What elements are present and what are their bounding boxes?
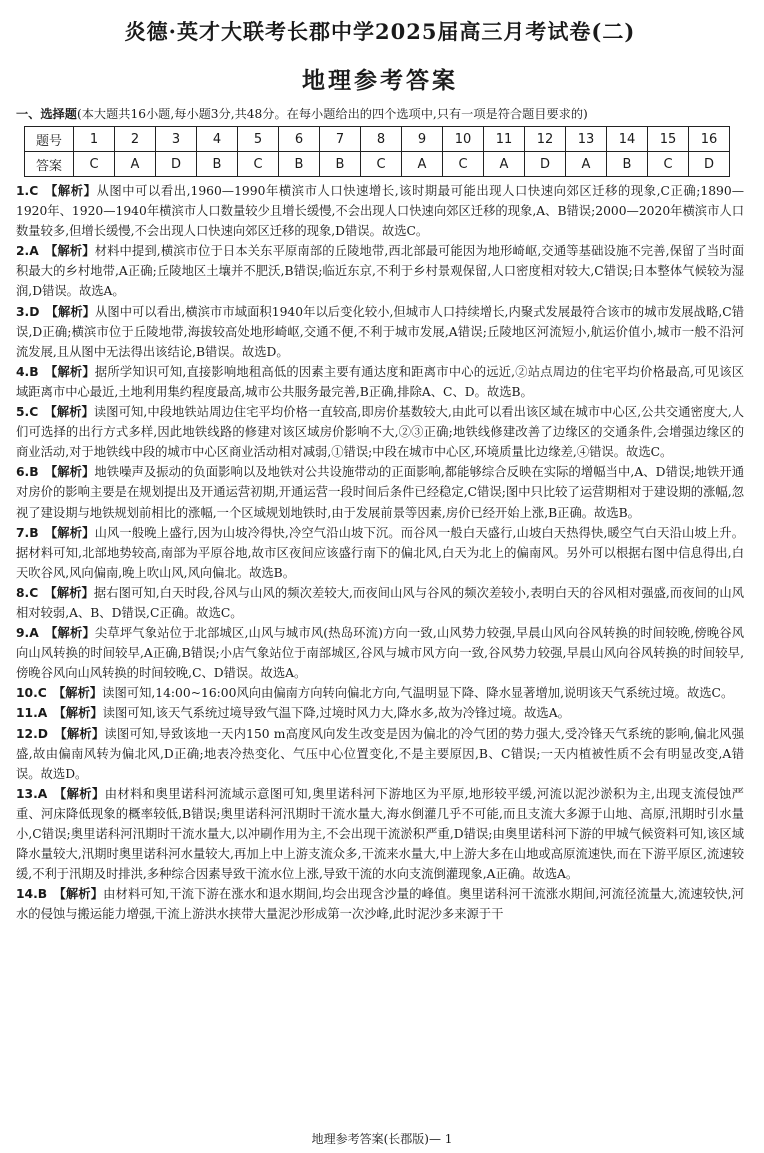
analysis-tag: 【解析】: [44, 464, 95, 480]
question-number-cell: 16: [689, 127, 730, 152]
item-number: 3.D: [16, 304, 40, 319]
item-text: 山风一般晚上盛行,因为山坡冷得快,冷空气沿山坡下沉。而谷风一般白天盛行,山坡白天热得快,暖空气白天沿山坡上升。据材料可知,北部地势较高,南部为平原谷地,故市区夜间应该盛行南下的偏北风,白天为北上的偏南风。另外可以根据右图中信息得出,白天吹谷风,风向偏南,晚上吹山风,风向偏北。故选B。: [16, 525, 744, 580]
page-footer: 地理参考答案(长郡版)— 1: [311, 1132, 453, 1146]
analysis-item: [16, 402, 744, 462]
analysis-list: [16, 181, 744, 924]
question-number-cell: 10: [443, 127, 484, 152]
answer-cell: B: [320, 152, 361, 177]
item-text: 地铁噪声及振动的负面影响以及地铁对公共设施带动的正面影响,都能够综合反映在实际的增幅当中,A、D错误;地铁开通对房价的影响主要是在规划提出及开通运营初期,开通运营一段时间后条件已经稳定,C错误;图中只比较了运营期相对于建设期的涨幅,忽视了建设期与地铁规划前相比的涨幅,一个区域规划地铁时,由于发展前景等因素,房价已经开始上涨,B正确。故选B。: [16, 465, 744, 520]
answer-cell: B: [607, 152, 648, 177]
question-number-cell: 12: [525, 127, 566, 152]
question-number-cell: 8: [361, 127, 402, 152]
item-text: 读图可知,14:00~16:00风向由偏南方向转向偏北方向,气温明显下降、降水显著增加,说明该天气系统过境。故选C。: [102, 686, 734, 701]
item-text: 由材料和奥里诺科河流域示意图可知,奥里诺科河下游地区为平原,地形较平缓,河流以泥沙淤积为主,出现支流侵蚀严重、河床降低现象的概率较低,B错误;奥里诺科河汛期时干流水量大,海水倒灌几乎不可能,而且支流大多源于山地、高原,汛期时引水量小,C错误;奥里诺科河汛期时干流水量大,以冲刷作用为主,不会出现干流淤积严重,D错误;由奥里诺科河下游的甲城气候资料可知,该区域降水量较大,汛期时奥里诺科河水量较大,再加上中上游支流众多,干流来水量大,中上游大多在山地或高原流速快,而在下游平原区,流速较缓,不利于汛期及时排洪,多种综合因素导致干流水位上涨,导致干流的水向支流倒灌现象,A正确。故选A。: [16, 786, 744, 882]
answer-cell: B: [279, 152, 320, 177]
answer-cell: B: [197, 152, 238, 177]
analysis-item: [16, 462, 744, 522]
analysis-tag: 【解析】: [44, 183, 97, 198]
answer-cell: D: [689, 152, 730, 177]
question-number-cell: 2: [115, 127, 156, 152]
question-number-cell: 6: [279, 127, 320, 152]
item-number: 7.B: [16, 525, 39, 540]
item-number: 11.A: [16, 706, 48, 721]
section-note: (本大题共16小题,每小题3分,共48分。在每小题给出的四个选项中,只有一项是符合题目要求的): [76, 107, 588, 121]
question-number-cell: 1: [74, 127, 115, 152]
answer-cell: A: [402, 152, 443, 177]
question-number-cell: 11: [484, 127, 525, 152]
analysis-tag: 【解析】: [44, 243, 95, 259]
question-number-cell: 5: [238, 127, 279, 152]
answer-table-number-row: [25, 127, 730, 152]
analysis-tag: 【解析】: [45, 303, 96, 319]
question-number-cell: 3: [156, 127, 197, 152]
question-number-cell: 13: [566, 127, 607, 152]
analysis-tag: 【解析】: [44, 363, 95, 379]
item-text: 由材料可知,干流下游在涨水和退水期间,均会出现含沙量的峰值。奥里诺科河干流涨水期间,河流径流量大,流速较快,河水的侵蚀与搬运能力增强,干流上游洪水挟带大量泥沙形成第一次沙峰,此时泥沙多来源于干: [16, 887, 744, 922]
analysis-item: [16, 623, 744, 683]
analysis-item: [16, 683, 744, 703]
question-number-cell: 15: [648, 127, 689, 152]
item-text: 从图中可以看出,1960—1990年横滨市人口快速增长,该时期最可能出现人口快速向郊区迁移的现象,C正确;1890—1920年、1920—1940年横滨市人口数量较少且增长缓慢,不会出现人口快速向郊区迁移的现象,A、B错误;2000—2020年横滨市人口数量较多,但增长缓慢,不会出现人口快速向郊区迁移的现象,D错误。故选C。: [16, 184, 744, 239]
answer-cell: A: [115, 152, 156, 177]
analysis-item: [16, 884, 744, 924]
answer-cell: D: [525, 152, 566, 177]
question-number-cell: 4: [197, 127, 238, 152]
analysis-item: [16, 302, 744, 362]
item-text: 尖草坪气象站位于北部城区,山风与城市风(热岛环流)方向一致,山风势力较强,早晨山风向谷风转换的时间较晚,傍晚谷风向山风转换的时间较早,A正确,B错误;小店气象站位于南部城区,谷风与城市风方向一致,谷风势力较强,早晨山风向谷风转换的时间较早,傍晚谷风向山风转换的时间较晚,C、D错误。故选A。: [16, 626, 744, 681]
item-number: 2.A: [16, 244, 39, 259]
question-number-cell: 7: [320, 127, 361, 152]
question-number-cell: 14: [607, 127, 648, 152]
analysis-item: [16, 523, 744, 583]
row-label-answer: 答案: [25, 152, 74, 177]
analysis-tag: 【解析】: [54, 725, 105, 741]
item-number: 10.C: [16, 686, 47, 701]
row-label-number: 题号: [25, 127, 74, 152]
page-title: 地理参考答案: [302, 67, 458, 94]
analysis-item: [16, 724, 744, 784]
item-text: 从图中可以看出,横滨市市域面积1940年以后变化较小,但城市人口持续增长,内聚式发展最符合该市的城市发展战略,C错误,D正确;横滨市位于丘陵地带,海拔较高处地形崎岖,交通不便,不利于城市发展,A错误;丘陵地区河流短小,航运价值小,城市一般不沿河流发展,且从图中无法得出该结论,B错误。故选D。: [16, 304, 744, 359]
item-text: 读图可知,中段地铁站周边住宅平均价格一直较高,即房价基数较大,由此可以看出该区域在城市中心区,公共交通密度大,人们可选择的出行方式多样,因此地铁线路的修建对该区域房价影响不大,②③正确;地铁线修建改善了边缘区的交通条件,会增强边缘区的商业活动,对于地铁线中段的城市中心区商业活动相对减弱,①错误;中段在城市中心区,环境质量比边缘差,④错误。故选C。: [16, 405, 744, 460]
item-number: 5.C: [16, 405, 39, 420]
answer-table: [24, 126, 730, 177]
analysis-tag: 【解析】: [53, 785, 105, 801]
answer-cell: D: [156, 152, 197, 177]
analysis-item: [16, 181, 744, 241]
question-number-cell: 9: [402, 127, 443, 152]
answer-cell: A: [566, 152, 607, 177]
item-number: 8.C: [16, 585, 39, 600]
exam-title: 炎德·英才大联考长郡中学2025届高三月考试卷(二): [124, 19, 636, 44]
analysis-item: [16, 784, 744, 884]
analysis-tag: 【解析】: [53, 705, 103, 721]
item-number: 12.D: [16, 726, 48, 741]
section-label: 一、选择题: [16, 107, 77, 121]
item-number: 13.A: [16, 786, 48, 801]
item-text: 材料中提到,横滨市位于日本关东平原南部的丘陵地带,西北部最可能因为地形崎岖,交通等基础设施不完善,保留了当时面积最大的乡村地带,A正确;丘陵地区土壤并不肥沃,B错误;临近东京,不利于乡村景观保留,人口密度相对较大,C错误;日本整体气候较为湿润,D错误。故选A。: [16, 244, 744, 299]
item-text: 据右图可知,白天时段,谷风与山风的频次差较大,而夜间山风与谷风的频次差较小,表明白天的谷风相对强盛,而夜间的山风相对较弱,A、B、D错误,C正确。故选C。: [16, 585, 744, 620]
item-text: 读图可知,该天气系统过境导致气温下降,过境时风力大,降水多,故为冷锋过境。故选A。: [102, 706, 570, 721]
item-number: 1.C: [16, 184, 39, 198]
analysis-tag: 【解析】: [52, 685, 103, 701]
answer-cell: C: [361, 152, 402, 177]
answer-cell: A: [484, 152, 525, 177]
answer-table-answer-row: [25, 152, 730, 177]
analysis-item: [16, 583, 744, 623]
analysis-tag: 【解析】: [44, 625, 95, 641]
analysis-item: [16, 241, 744, 301]
answer-cell: C: [648, 152, 689, 177]
item-text: 读图可知,导致该地一天内150 m高度风向发生改变是因为偏北的冷气团的势力强大,受冷锋天气系统的影响,偏北风强盛,故由偏南风转为偏北风,D正确;地表冷热变化、气压中心位置变化,不是主要原因,B、C错误;一天内植被性质不会有明显改变,A错误。故选D。: [16, 726, 744, 781]
answer-cell: C: [74, 152, 115, 177]
item-number: 4.B: [16, 364, 39, 379]
item-text: 据所学知识可知,直接影响地租高低的因素主要有通达度和距离市中心的远近,②站点周边的住宅平均价格最高,可见该区域距离市中心最近,土地利用集约程度最高,城市公共服务最完善,B正确,排除A、C、D。故选B。: [16, 364, 744, 399]
answer-cell: C: [238, 152, 279, 177]
item-number: 6.B: [16, 465, 39, 480]
item-number: 9.A: [16, 626, 39, 641]
analysis-item: [16, 703, 744, 723]
item-number: 14.B: [16, 887, 48, 902]
section-heading: [16, 105, 744, 122]
analysis-tag: 【解析】: [44, 524, 95, 540]
analysis-item: [16, 362, 744, 402]
analysis-tag: 【解析】: [44, 404, 94, 420]
analysis-tag: 【解析】: [53, 886, 104, 902]
answer-cell: C: [443, 152, 484, 177]
analysis-tag: 【解析】: [44, 584, 94, 600]
